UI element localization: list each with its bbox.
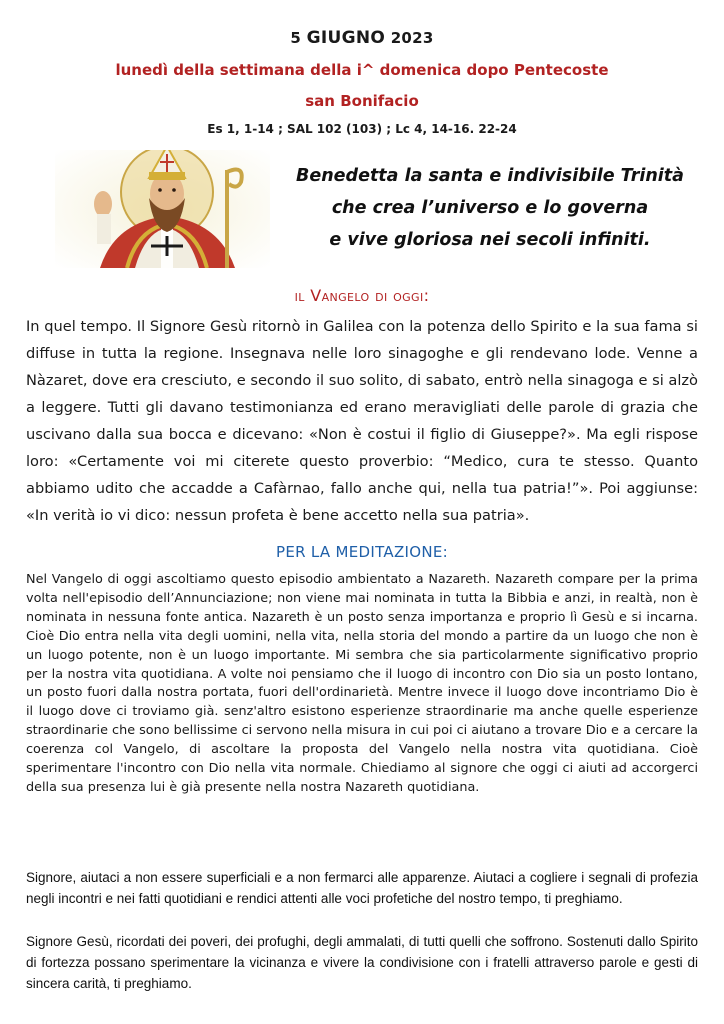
date-heading	[0, 28, 724, 48]
invocation-line-3: e vive gloriosa nei secoli infiniti.	[329, 230, 651, 250]
liturgical-day: lunedì della settimana della i^ domenica dopo Pentecoste	[115, 61, 609, 79]
prayer-intention-2: Signore Gesù, ricordati dei poveri, dei profughi, degli ammalati, di tutti quelli che soffrono. Sostenuti dallo Spirito di fortezza possano sperimentare la vicinanza e vivere la condivisione con i fratelli attraverso parole e gesti di sincera carità, ti preghiamo.	[26, 934, 698, 991]
invocation-line-1: Benedetta la santa e indivisibile Trinità	[296, 166, 684, 186]
date-month: GIUGNO	[306, 28, 386, 48]
gospel-title: il Vangelo di oggi:	[294, 286, 430, 305]
readings-references: Es 1, 1-14 ; SAL 102 (103) ; Lc 4, 14-16. 22-24	[207, 122, 517, 136]
date-day: 5	[290, 29, 302, 47]
saint-bonifacio-icon	[55, 150, 270, 268]
gospel-text: In quel tempo. Il Signore Gesù ritornò in Galilea con la potenza dello Spirito e la sua fama si diffuse in tutta la regione. Insegnava nelle loro sinagoghe e gli rendevano lode. Venne a Nàzaret, dove era cresciuto, e secondo il suo solito, di sabato, entrò nella sinagoga e si alzò a leggere. Tutti gli davano testimonianza ed erano meravigliati delle parole di grazia che uscivano dalla sua bocca e dicevano: «Non è costui il figlio di Giuseppe?». Ma egli rispose loro: «Certamente voi mi citerete questo proverbio: “Medico, cura te stesso. Quanto abbiamo udito che accadde a Cafàrnao, fallo anche qui, nella tua patria!”». Poi aggiunse: «In verità io vi dico: nessun profeta è bene accetto nella sua patria».	[26, 318, 698, 524]
date-year: 2023	[390, 29, 434, 47]
meditation-text: Nel Vangelo di oggi ascoltiamo questo episodio ambientato a Nazareth. Nazareth compare per la prima volta nell'episodio dell’Annunciazione; non viene mai nominata in tutta la Bibbia e anzi, in realtà, non è nominata in nessuna fonte antica. Nazareth è un posto senza importanza e proprio lì Gesù e si incarna. Cioè Dio entra nella vita degli uomini, nella vita, nella storia del mondo a partire da un luogo che non è un luogo potente, non è un luogo importante. Mi sembra che sia particolarmente significativo proprio per la nostra vita quotidiana. A volte noi pensiamo che il luogo di incontro con Dio sia un posto lontano, un posto fuori dalla nostra portata, fuori dell'ordinarietà. Mentre invece il luogo dove incontriamo Dio è il luogo dove ci troviamo già. senz'altro esistono esperienze straordinarie ma anche quelle esperienze straordinarie che sono bellissime ci servono nella misura in cui poi ci aiutano a trovare Dio e a cercare la coerenza col Vangelo, di ascoltare la proposta del Vangelo nella nostra vita quotidiana. Cioè sperimentare l'incontro con Dio nella vita normale. Chiediamo al signore che oggi ci aiuti ad accorgerci della sua presenza lui è già presente nella nostra Nazareth quotidiana.	[26, 572, 698, 795]
saint-of-day: san Bonifacio	[305, 92, 419, 110]
trinity-invocation	[280, 160, 700, 256]
meditation-title: PER LA MEDITAZIONE:	[275, 543, 449, 561]
prayer-intention-1: Signore, aiutaci a non essere superficiali e a non fermarci alle apparenze. Aiutaci a cogliere i segnali di profezia negli incontri e nei fatti quotidiani e rendici attenti alle voci profetiche del nostro tempo, ti preghiamo.	[26, 870, 698, 906]
invocation-line-2: che crea l’universo e lo governa	[331, 198, 649, 218]
